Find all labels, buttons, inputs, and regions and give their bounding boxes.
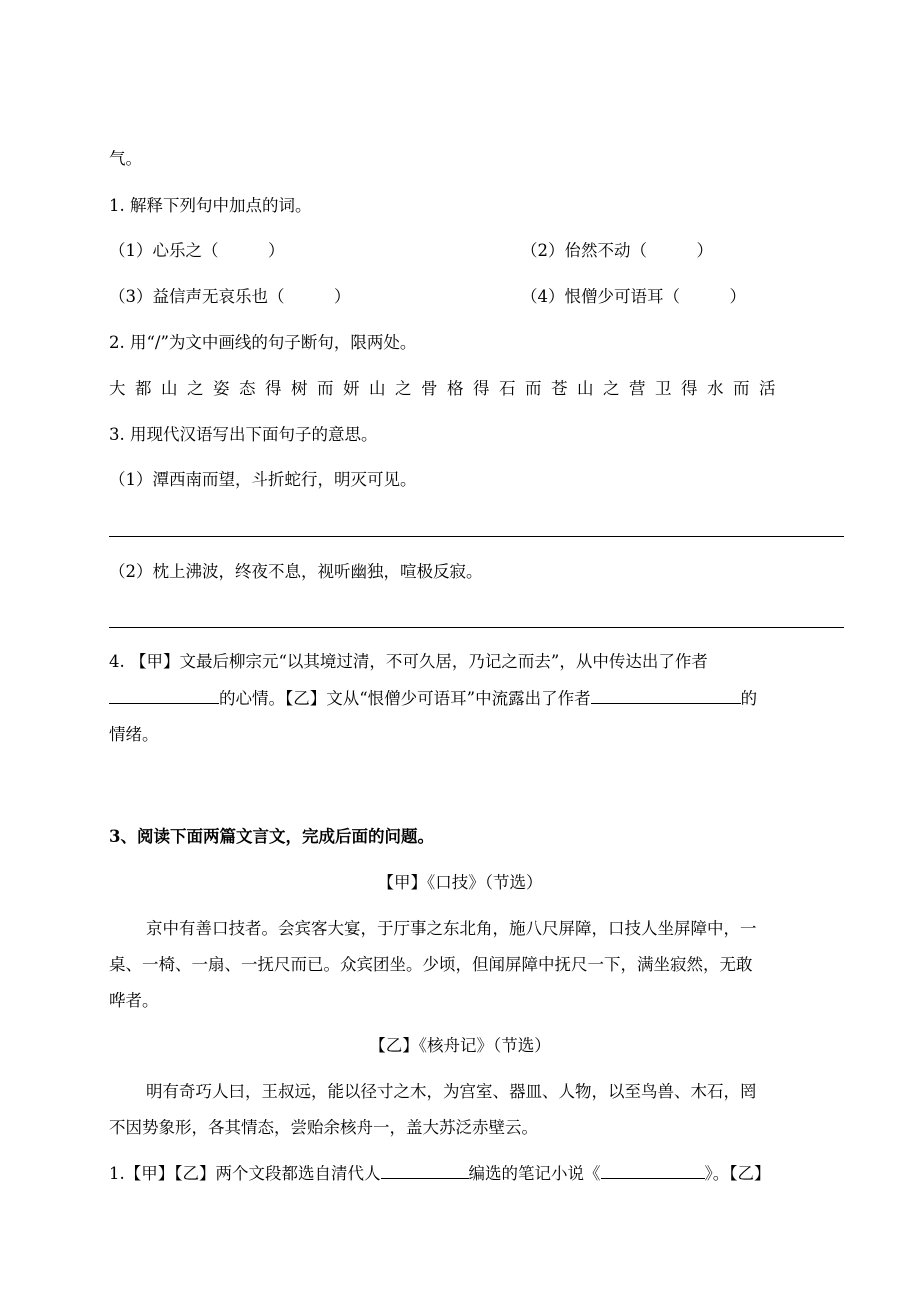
answer-blank[interactable] bbox=[591, 689, 741, 704]
text-span: 》。【乙】 bbox=[704, 1164, 771, 1183]
passage-text: 哗者。 bbox=[109, 991, 159, 1010]
punctuation-sentence: 大都山之姿态得树而妍山之骨格得石而苍山之营卫得水而活 bbox=[109, 379, 785, 398]
text-span: 编选的笔记小说《 bbox=[468, 1164, 601, 1183]
question-item: （4）恨僧少可语耳（ ） bbox=[521, 287, 746, 306]
question-heading: 2. 用“/”为文中画线的句子断句，限两处。 bbox=[109, 333, 417, 352]
text-line: 气。 bbox=[109, 149, 142, 168]
passage-title: 【乙】《核舟记》（节选） bbox=[369, 1036, 551, 1055]
passage-text: 桌、一椅、一扇、一抚尺而已。众宾团坐。少顷，但闻屏障中抚尺一下，满坐寂然，无敢 bbox=[109, 955, 753, 974]
question-heading: 3. 用现代汉语写出下面句子的意思。 bbox=[109, 425, 378, 444]
question-heading: 1. 解释下列句中加点的词。 bbox=[109, 196, 312, 215]
passage-text: 明有奇巧人曰，王叔远，能以径寸之木，为宫室、器皿、人物，以至鸟兽、木石，罔 bbox=[146, 1082, 757, 1101]
question-item: （3）益信声无哀乐也（ ） bbox=[109, 287, 351, 306]
passage-title: 【甲】《口技》（节选） bbox=[377, 873, 543, 892]
answer-blank[interactable] bbox=[381, 1164, 469, 1179]
section-heading: 3、阅读下面两篇文言文，完成后面的问题。 bbox=[109, 827, 434, 846]
question-text-line bbox=[109, 688, 757, 710]
passage-text: 京中有善口技者。会宾客大宴，于厅事之东北角，施八尺屏障，口技人坐屏障中，一 bbox=[146, 919, 757, 938]
question-item: （2）枕上沸波，终夜不息，视听幽独，喧极反寂。 bbox=[109, 562, 483, 581]
passage-text: 不因势象形，各其情态，尝贻余核舟一，盖大苏泛赤壁云。 bbox=[109, 1118, 538, 1137]
answer-blank[interactable] bbox=[109, 689, 219, 704]
answer-line[interactable] bbox=[109, 536, 844, 537]
text-span: 的心情。【乙】文从“恨僧少可语耳”中流露出了作者 bbox=[219, 689, 591, 708]
text-span: 的 bbox=[740, 689, 758, 708]
answer-line[interactable] bbox=[109, 627, 844, 628]
question-text-line bbox=[109, 1163, 771, 1185]
question-item: （1）心乐之（ ） bbox=[109, 241, 285, 260]
text-span: 1.【甲】【乙】两个文段都选自清代人 bbox=[109, 1164, 381, 1183]
text-line: 情绪。 bbox=[109, 725, 159, 744]
question-heading: 4. 【甲】文最后柳宗元“以其境过清，不可久居，乃记之而去”，从中传达出了作者 bbox=[109, 652, 708, 671]
answer-blank[interactable] bbox=[601, 1164, 705, 1179]
question-item: （2）佁然不动（ ） bbox=[521, 241, 713, 260]
question-item: （1）潭西南而望，斗折蛇行，明灭可见。 bbox=[109, 470, 417, 489]
